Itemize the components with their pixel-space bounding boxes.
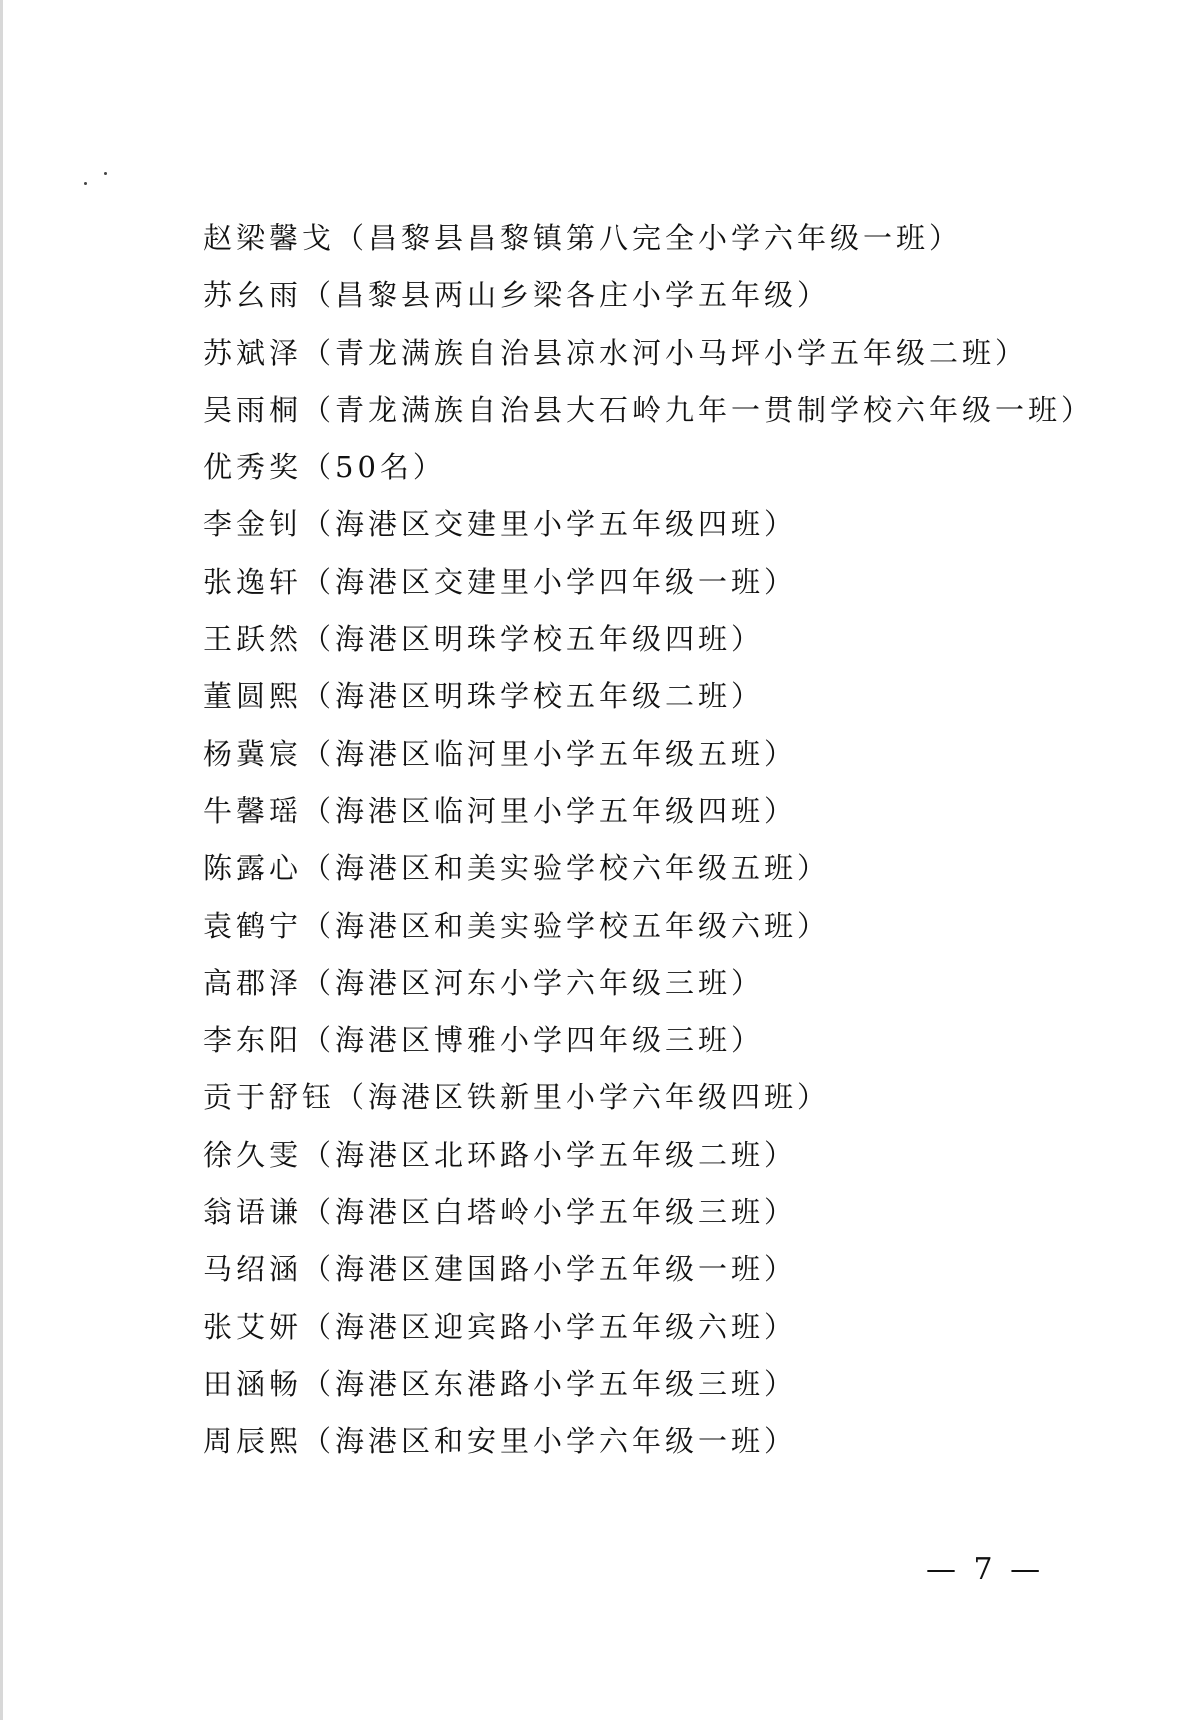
category-heading: 优秀奖（50名） (203, 450, 446, 485)
list-line: 高郡泽（海港区河东小学六年级三班） (203, 965, 765, 1000)
list-line: 苏幺雨（昌黎县两山乡梁各庄小学五年级） (203, 278, 831, 313)
list-line: 袁鹤宁（海港区和美实验学校五年级六班） (203, 908, 831, 943)
list-line: 张艾妍（海港区迎宾路小学五年级六班） (203, 1309, 798, 1344)
list-line: 田涵畅（海港区东港路小学五年级三班） (203, 1366, 798, 1401)
scan-speck (104, 172, 107, 175)
list-line: 苏斌泽（青龙满族自治县凉水河小马坪小学五年级二班） (203, 335, 1029, 370)
scan-speck (84, 182, 87, 185)
award-list (203, 210, 1103, 1471)
list-line: 李金钊（海港区交建里小学五年级四班） (203, 507, 798, 542)
list-line: 贡于舒钰（海港区铁新里小学六年级四班） (203, 1080, 831, 1115)
list-line: 徐久雯（海港区北环路小学五年级二班） (203, 1137, 798, 1172)
scan-edge (0, 0, 3, 1720)
list-line: 吴雨桐（青龙满族自治县大石岭九年一贯制学校六年级一班） (203, 392, 1095, 427)
list-line: 张逸轩（海港区交建里小学四年级一班） (203, 564, 798, 599)
list-line: 李东阳（海港区博雅小学四年级三班） (203, 1023, 765, 1058)
list-line: 杨冀宸（海港区临河里小学五年级五班） (203, 736, 798, 771)
list-line: 董圆熙（海港区明珠学校五年级二班） (203, 679, 765, 714)
list-line: 赵梁馨戈（昌黎县昌黎镇第八完全小学六年级一班） (203, 221, 963, 255)
list-line: 陈露心（海港区和美实验学校六年级五班） (203, 851, 831, 886)
page-number: — 7 — (926, 1552, 1045, 1587)
list-line: 翁语谦（海港区白塔岭小学五年级三班） (203, 1195, 798, 1230)
list-line: 马绍涵（海港区建国路小学五年级一班） (203, 1252, 798, 1287)
list-line: 王跃然（海港区明珠学校五年级四班） (203, 622, 765, 657)
list-line: 牛馨瑶（海港区临河里小学五年级四班） (203, 793, 798, 828)
list-line: 周辰熙（海港区和安里小学六年级一班） (203, 1424, 798, 1459)
